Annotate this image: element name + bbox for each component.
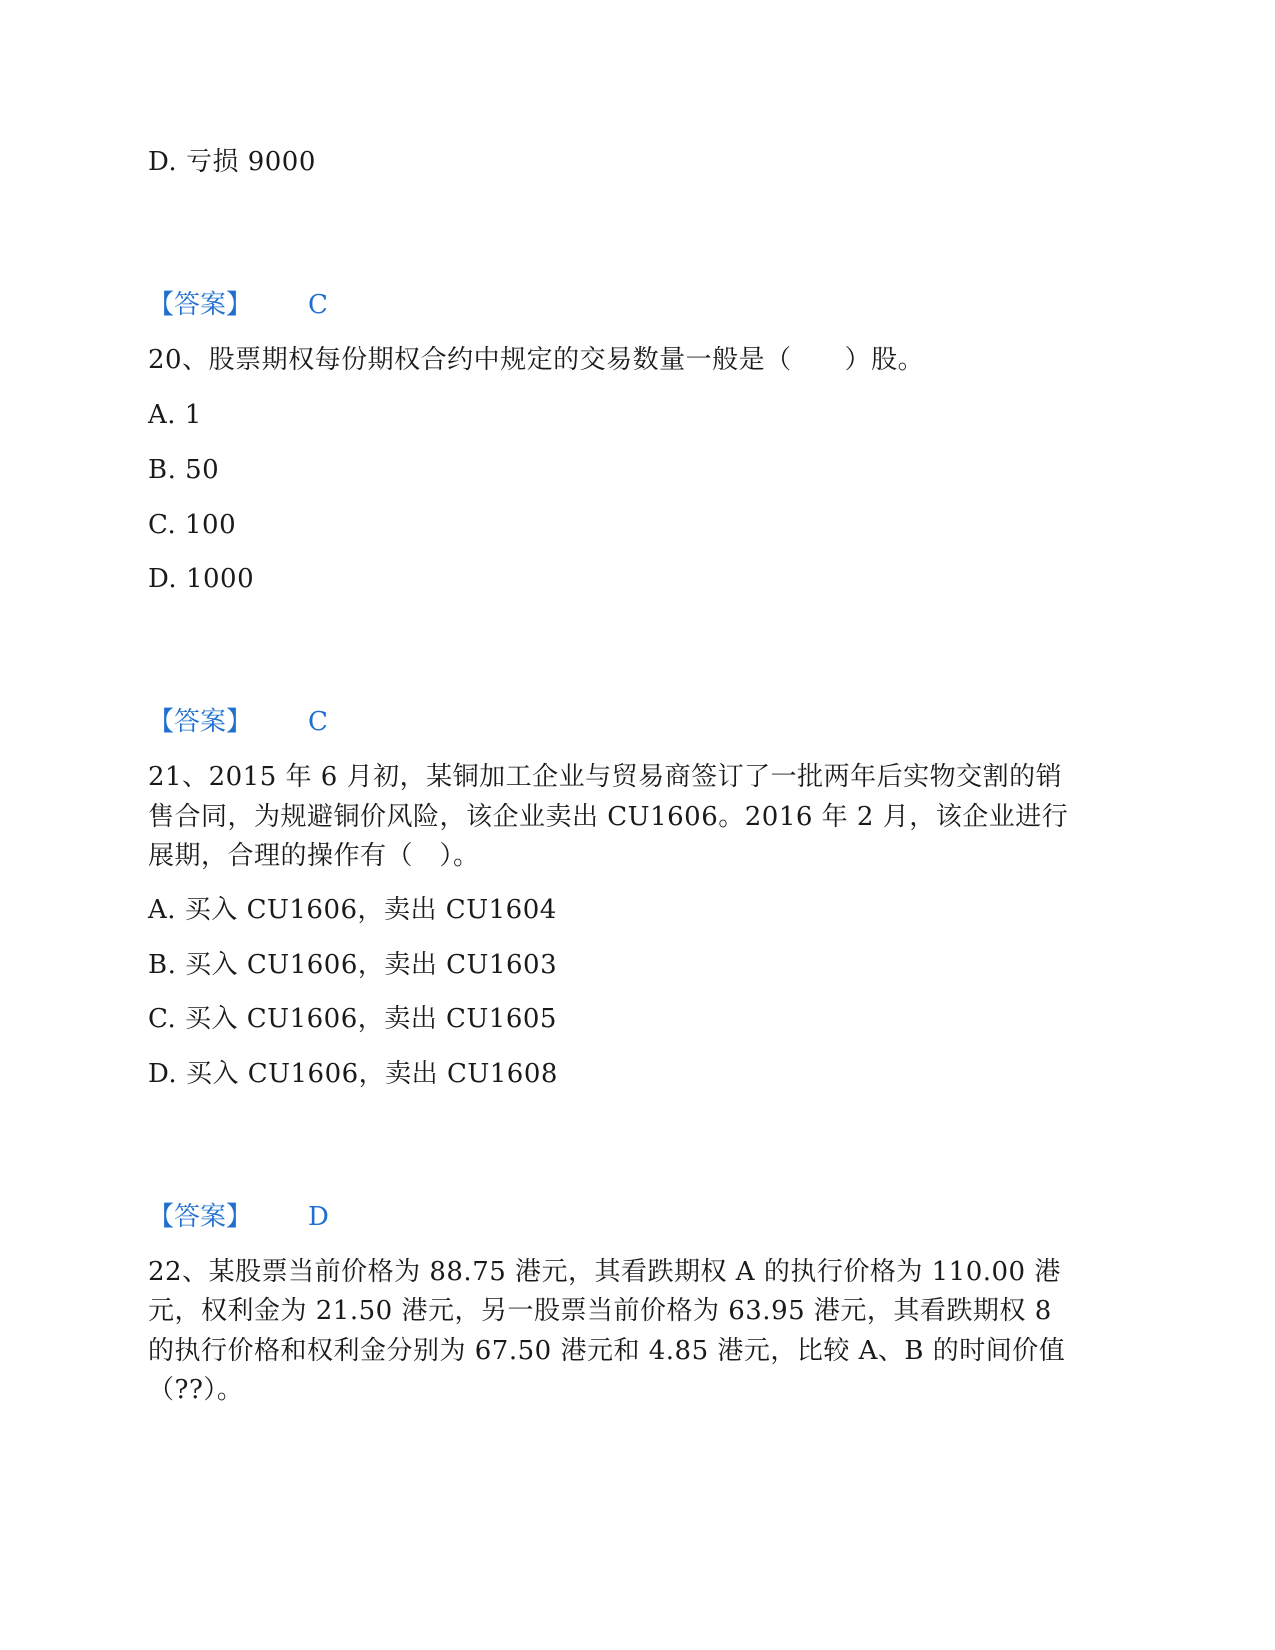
question-20-option-d: D. 1000 <box>148 564 255 594</box>
question-22-stem-line-4: （??）。 <box>148 1375 244 1405</box>
question-20-option-c: C. 100 <box>148 510 237 540</box>
question-21-option-c: C. 买入 CU1606，卖出 CU1605 <box>148 1004 557 1034</box>
question-21-option-b: B. 买入 CU1606，卖出 CU1603 <box>148 950 558 980</box>
question-21-stem-line-2: 售合同，为规避铜价风险，该企业卖出 CU1606。2016 年 2 月，该企业进行 <box>148 802 1069 832</box>
answer-tag: 【答案】 <box>148 707 253 737</box>
option-d-prev: D. 亏损 9000 <box>148 147 316 177</box>
question-21-option-a: A. 买入 CU1606，卖出 CU1604 <box>148 895 557 925</box>
question-22-stem-line-2: 元，权利金为 21.50 港元，另一股票当前价格为 63.95 港元，其看跌期权 8 <box>148 1296 1052 1326</box>
question-22-stem-line-3: 的执行价格和权利金分别为 67.50 港元和 4.85 港元，比较 A、B 的时间价值 <box>148 1336 1066 1366</box>
question-20-stem: 20、股票期权每份期权合约中规定的交易数量一般是（ ）股。 <box>148 345 925 375</box>
question-20-option-b: B. 50 <box>148 455 220 485</box>
question-20-option-a: A. 1 <box>148 400 202 430</box>
answer-value: C <box>308 290 328 320</box>
question-21-stem-line-1: 21、2015 年 6 月初，某铜加工企业与贸易商签订了一批两年后实物交割的销 <box>148 762 1063 792</box>
answer-tag: 【答案】 <box>148 290 253 320</box>
answer-value: D <box>308 1202 329 1232</box>
question-21-option-d: D. 买入 CU1606，卖出 CU1608 <box>148 1059 558 1089</box>
answer-tag: 【答案】 <box>148 1202 253 1232</box>
answer-row-19 <box>148 290 328 320</box>
answer-row-20 <box>148 707 328 737</box>
question-22-stem-line-1: 22、某股票当前价格为 88.75 港元，其看跌期权 A 的执行价格为 110.00 港 <box>148 1257 1061 1287</box>
answer-row-21 <box>148 1202 329 1232</box>
question-21-stem-line-3: 展期，合理的操作有（ ）。 <box>148 841 480 871</box>
answer-value: C <box>308 707 328 737</box>
